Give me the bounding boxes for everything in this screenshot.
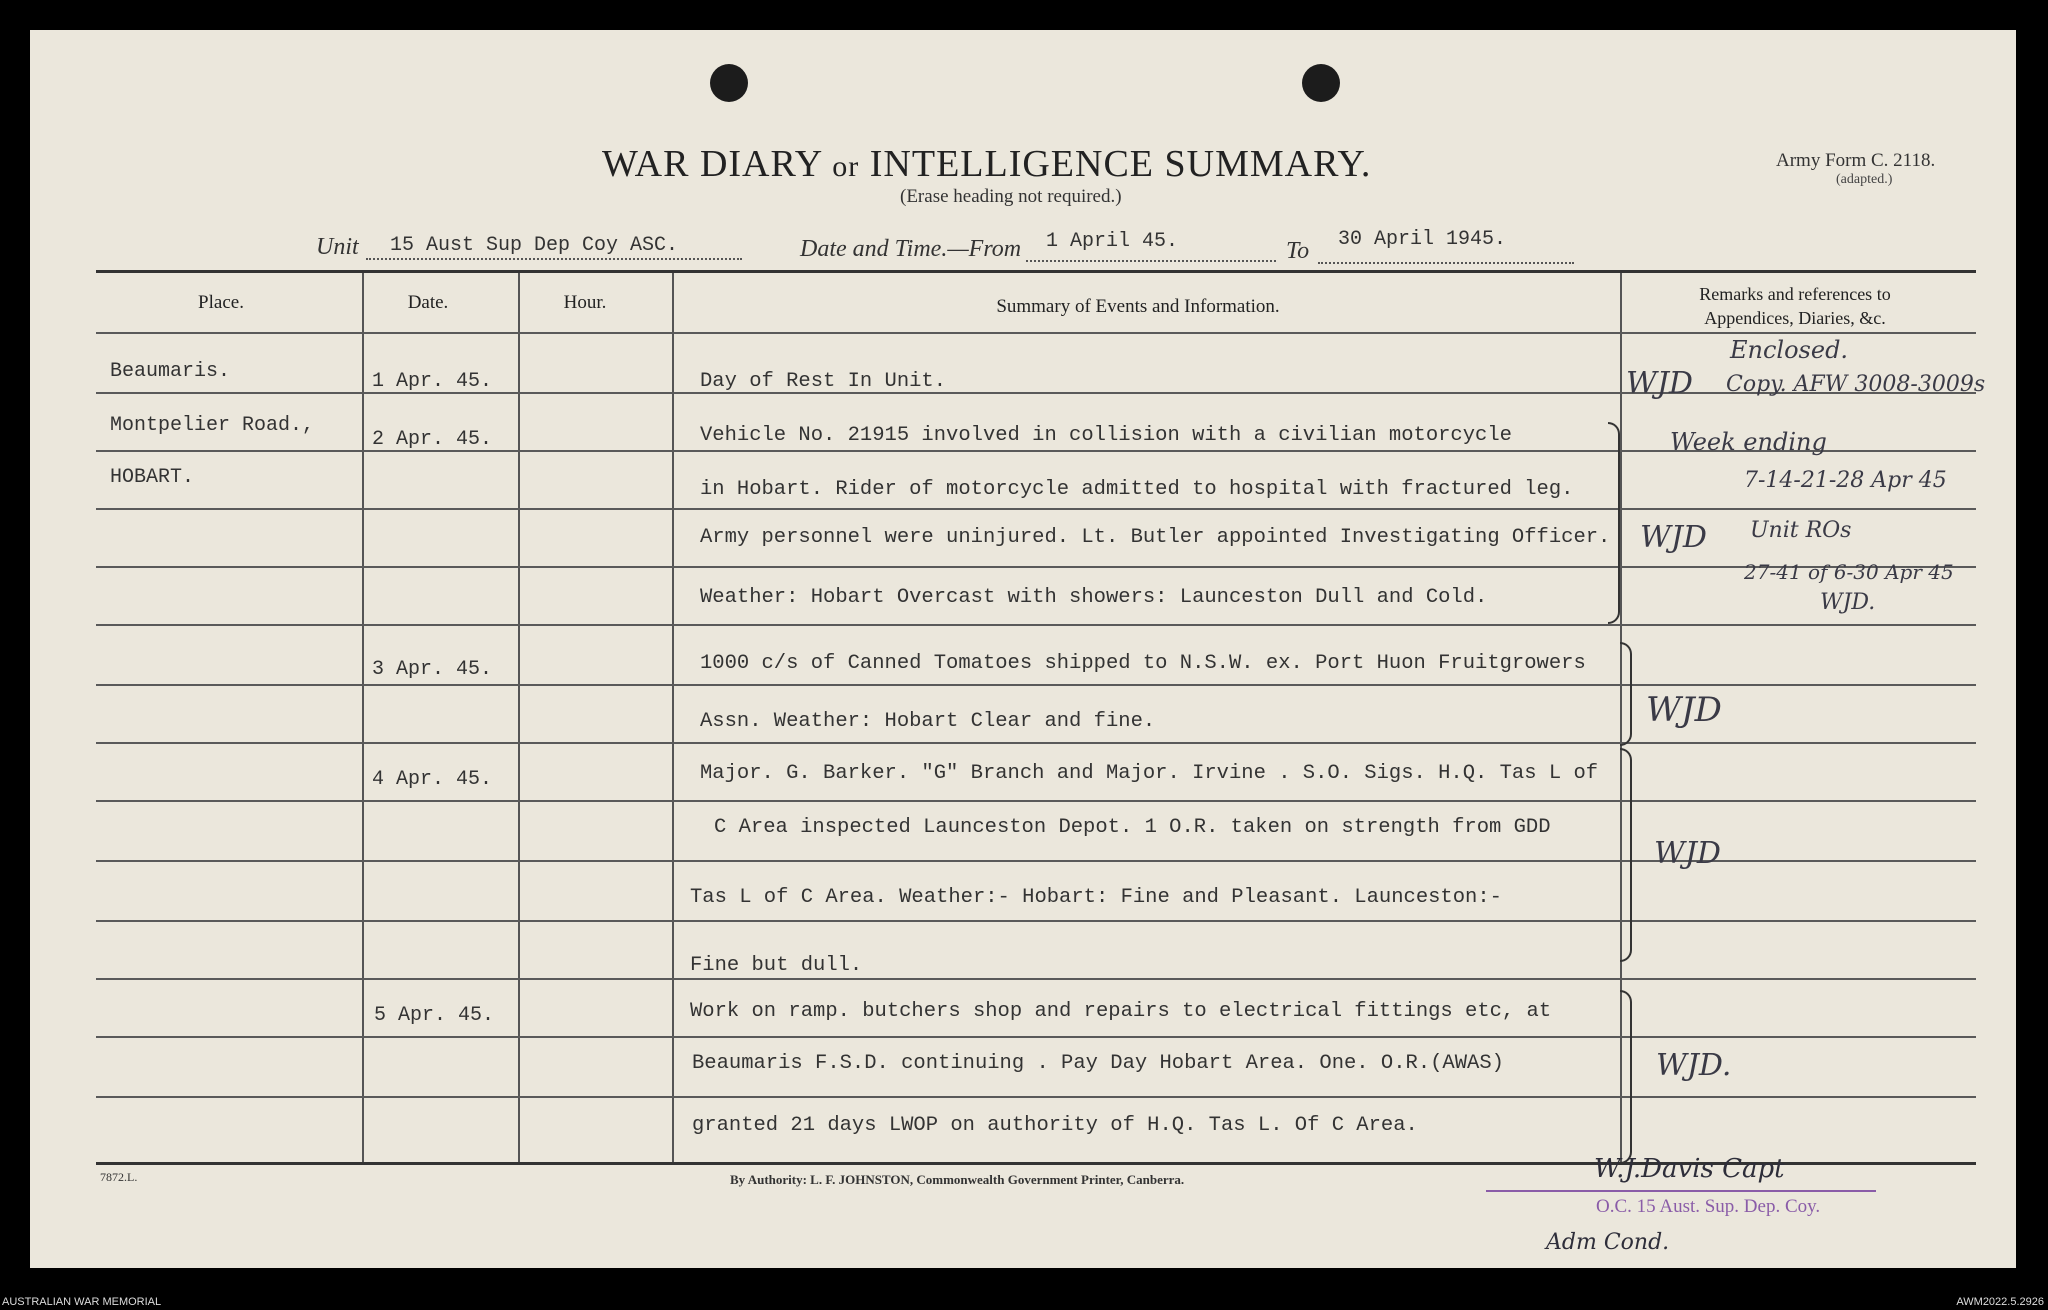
col-header-remarks-1: Remarks and references to [1699,284,1891,304]
col-divider-1 [362,273,364,1163]
subtitle: (Erase heading not required.) [900,186,1122,207]
date-label: Date and Time.—From [800,236,1022,262]
row-line [96,508,1976,510]
date-entry: 5 Apr. 45. [374,1004,495,1027]
row-line [96,332,1976,334]
event-line: Work on ramp. butchers shop and repairs to electrical fittings etc, at [690,1000,1552,1023]
unit-stamp: O.C. 15 Aust. Sup. Dep. Coy. [1596,1196,1821,1217]
archive-caption-right: AWM2022.5.2926 [1956,1296,2044,1308]
col-header-date: Date. [407,292,449,313]
signature-role: Adm Cond. [1546,1230,1670,1255]
remarks-initials: WJD. [1820,590,1876,615]
remarks-note: Week ending [1670,428,1827,456]
event-line: Tas L of C Area. Weather:- Hobart: Fine and Pleasant. Launceston:- [690,886,1502,909]
to-value: 30 April 1945. [1338,228,1507,251]
col-header-place: Place. [198,292,244,313]
handwritten-brace [1608,422,1620,624]
place-entry: Montpelier Road., [110,414,315,437]
col-divider-2 [518,273,520,1163]
event-line: Weather: Hobart Overcast with showers: Launceston Dull and Cold. [700,586,1488,609]
form-number: 7872.L. [100,1170,138,1184]
event-line: Assn. Weather: Hobart Clear and fine. [700,710,1156,733]
handwritten-brace [1620,642,1632,746]
date-entry: 2 Apr. 45. [372,428,493,451]
place-entry: Beaumaris. [110,360,231,383]
date-entry: 4 Apr. 45. [372,768,493,791]
punch-hole-left [710,64,748,102]
date-entry: 3 Apr. 45. [372,658,493,681]
remarks-note: 7-14-21-28 Apr 45 [1744,468,1947,493]
event-line: Major. G. Barker. "G" Branch and Major. Irvine . S.O. Sigs. H.Q. Tas L of [700,762,1599,785]
to-dotted-line [1318,262,1574,264]
row-line [96,742,1976,744]
event-line: granted 21 days LWOP on authority of H.Q. Tas L. Of C Area. [692,1114,1418,1137]
signature: W.J.Davis Capt [1594,1154,1785,1184]
col-header-remarks-2: Appendices, Diaries, &c. [1704,308,1886,328]
remarks-note: Unit ROs [1750,518,1852,543]
army-form-number: Army Form C. 2118. [1776,150,1936,171]
date-entry: 1 Apr. 45. [372,370,493,393]
remarks-note: Enclosed. [1730,336,1849,364]
unit-label: Unit [316,234,359,260]
row-line [96,1036,1976,1038]
place-entry: HOBART. [110,466,195,489]
to-label: To [1286,238,1310,264]
row-line [96,566,1976,568]
page-title: WAR DIARY or INTELLIGENCE SUMMARY. [602,143,1372,185]
army-form-sub: (adapted.) [1836,172,1893,187]
unit-dotted-line [366,258,742,260]
event-line: Fine but dull. [690,954,863,977]
handwritten-brace [1620,748,1632,962]
remarks-initials: WJD [1654,836,1721,871]
event-line: Vehicle No. 21915 involved in collision with a civilian motorcycle [700,424,1512,447]
from-dotted-line [1026,260,1276,262]
row-line [96,978,1976,980]
event-line: in Hobart. Rider of motorcycle admitted to hospital with fractured leg. [700,478,1574,501]
from-value: 1 April 45. [1046,230,1179,253]
remarks-note: Copy. AFW 3008-3009s [1726,372,1986,397]
archive-caption-left: AUSTRALIAN WAR MEMORIAL [2,1296,162,1308]
war-diary-sheet [30,30,2016,1268]
row-line [96,624,1976,626]
event-line: 1000 c/s of Canned Tomatoes shipped to N.S.W. ex. Port Huon Fruitgrowers [700,652,1586,675]
col-header-summary: Summary of Events and Information. [996,296,1280,317]
remarks-initials: WJD. [1656,1048,1732,1083]
punch-hole-right [1302,64,1340,102]
unit-value: 15 Aust Sup Dep Coy ASC. [390,234,679,257]
event-line: C Area inspected Launceston Depot. 1 O.R. taken on strength from GDD [714,816,1551,839]
printer-authority: By Authority: L. F. JOHNSTON, Commonwealth Government Printer, Canberra. [730,1172,1185,1187]
row-line [96,1096,1976,1098]
remarks-initials: WJD [1626,366,1693,401]
remarks-initials: WJD [1646,690,1722,730]
event-line: Day of Rest In Unit. [700,370,947,393]
col-header-hour: Hour. [563,292,607,313]
event-line: Army personnel were uninjured. Lt. Butler appointed Investigating Officer. [700,526,1611,549]
table-top-border [96,270,1976,273]
stamp-line [1486,1190,1876,1192]
row-line [96,684,1976,686]
remarks-note: 27-41 of 6-30 Apr 45 [1744,560,1954,584]
remarks-initials: WJD [1640,520,1707,555]
row-line [96,920,1976,922]
event-line: Beaumaris F.S.D. continuing . Pay Day Hobart Area. One. O.R.(AWAS) [692,1052,1504,1075]
handwritten-brace [1620,990,1632,1164]
row-line [96,800,1976,802]
col-divider-3 [672,273,674,1163]
